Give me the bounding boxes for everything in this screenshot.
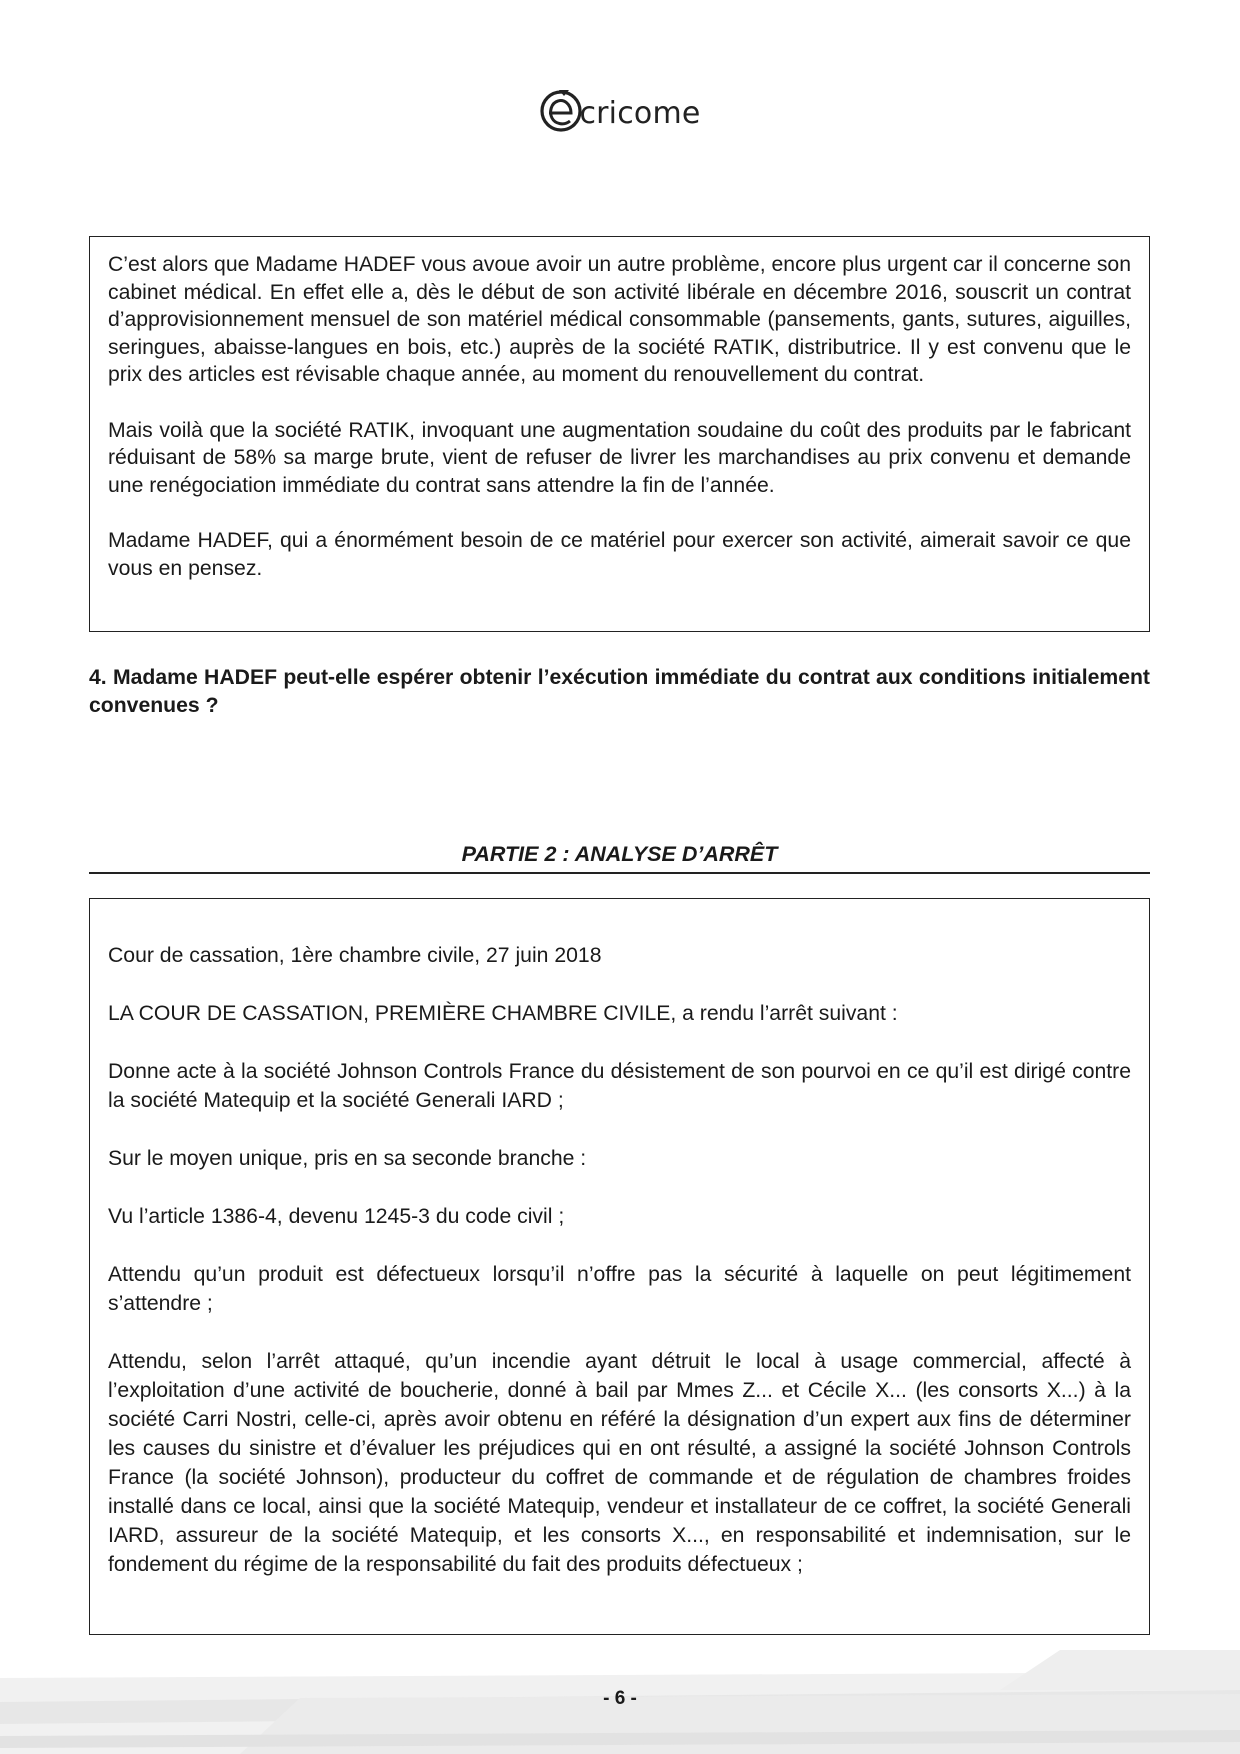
judgment-paragraph: LA COUR DE CASSATION, PREMIÈRE CHAMBRE CIVILE, a rendu l’arrêt suivant :: [108, 1002, 898, 1025]
case-paragraph: Madame HADEF, qui a énormément besoin de ce matériel pour exercer son activité, aimerait savoir ce que vous en pensez.: [108, 528, 1131, 580]
section-title: PARTIE 2 : ANALYSE D’ARRÊT: [89, 836, 1150, 874]
question-4: 4. Madame HADEF peut-elle espérer obtenir l’exécution immédiate du contrat aux conditions initialement convenues ?: [89, 666, 1150, 717]
case-paragraph: C’est alors que Madame HADEF vous avoue avoir un autre problème, encore plus urgent car il concerne son cabinet médical. En effet elle a, dès le début de son activité libérale en décembre 2016, souscrit un contrat d’approvisionnement mensuel de son matériel médical consommable (pansements, gants, sutures, aiguilles, seringues, abaisse-langues en bois, etc.) auprès de la société RATIK, distributrice. Il y est convenu que le prix des articles est révisable chaque année, au moment du renouvellement du contrat.: [108, 253, 1131, 387]
judgment-paragraph: Cour de cassation, 1ère chambre civile, 27 juin 2018: [108, 944, 602, 967]
judgment-paragraph: Attendu qu’un produit est défectueux lorsqu’il n’offre pas la sécurité à laquelle on peut légitimement s’attendre ;: [108, 1263, 1131, 1315]
case-description-box: [89, 236, 1150, 632]
judgment-paragraph: Sur le moyen unique, pris en sa seconde branche :: [108, 1147, 587, 1170]
page-number: - 6 -: [603, 1688, 637, 1709]
judgment-paragraph: Vu l’article 1386-4, devenu 1245-3 du code civil ;: [108, 1205, 565, 1228]
judgment-text-box: [89, 898, 1150, 1635]
case-paragraph: Mais voilà que la société RATIK, invoquant une augmentation soudaine du coût des produits par le fabricant réduisant de 58% sa marge brute, vient de refuser de livrer les marchandises au prix convenu et demande une renégociation immédiate du contrat sans attendre la fin de l’année.: [108, 418, 1131, 497]
judgment-paragraph: Donne acte à la société Johnson Controls France du désistement de son pourvoi en ce qu’il est dirigé contre la société Matequip et la société Generali IARD ;: [108, 1060, 1131, 1112]
ecricome-logo: [0, 86, 1240, 134]
logo-text: cricome: [579, 95, 701, 131]
judgment-paragraph: Attendu, selon l’arrêt attaqué, qu’un incendie ayant détruit le local à usage commercial, affecté à l’exploitation d’une activité de boucherie, donné à bail par Mmes Z... et Cécile X... (les consorts X...) à la société Carri Nostri, celle-ci, après avoir obtenu en référé la désignation d’un expert aux fins de déterminer les causes du sinistre et d’évaluer les préjudices qui en ont résulté, a assigné la société Johnson Controls France (la société Johnson), producteur du coffret de commande et de régulation de chambres froides installé dans ce local, ainsi que la société Matequip, vendeur et installateur de ce coffret, la société Generali IARD, assureur de la société Matequip, et les consorts X..., en responsabilité et indemnisation, sur le fondement du régime de la responsabilité du fait des produits défectueux ;: [108, 1350, 1131, 1576]
